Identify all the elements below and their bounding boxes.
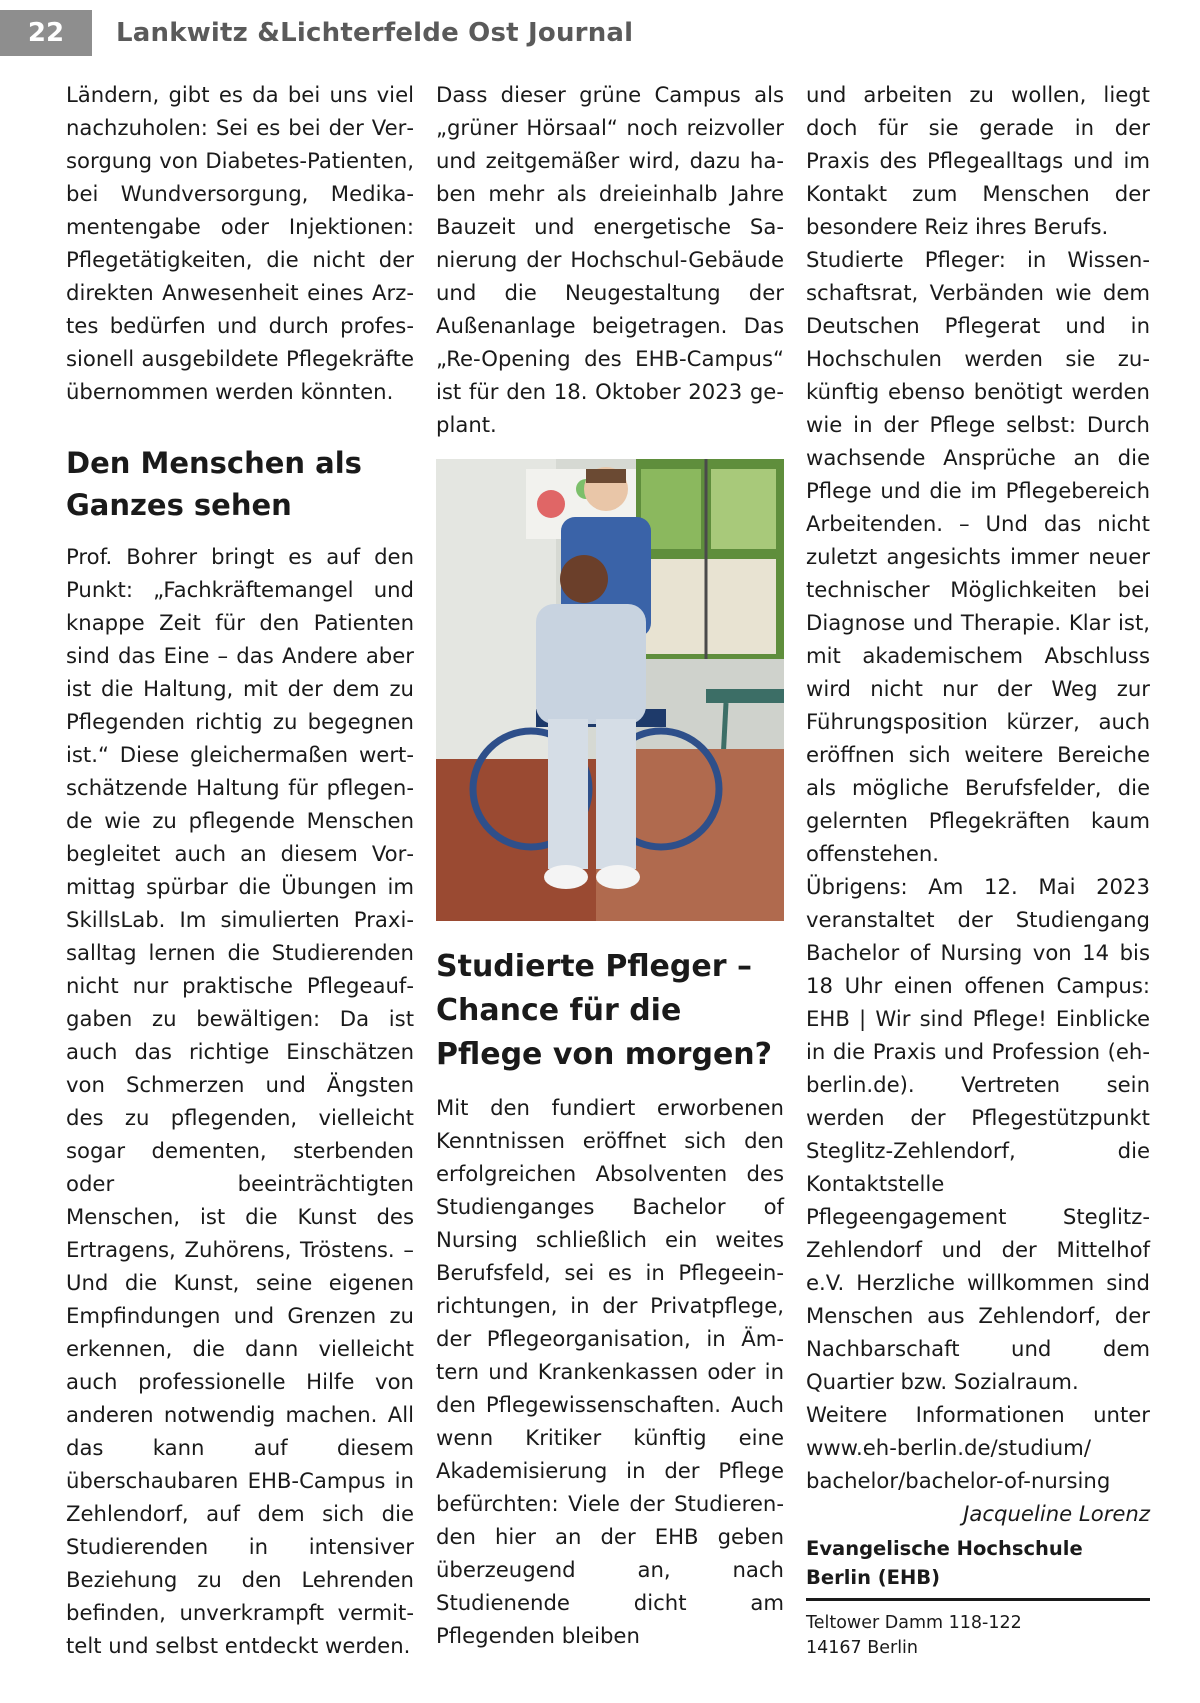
- article-column-1: [66, 78, 414, 1662]
- article-column-2: [436, 78, 784, 1652]
- photo-wheelchair-illustration: [436, 459, 784, 921]
- journal-title: Lankwitz &Lichterfelde Ost Journal: [116, 18, 634, 48]
- column2-intro-paragraph: Dass dieser grüne Campus als „grüner Hörsaal“ noch reizvoller und zeitgemäßer wird, dazu haben mehr als dreieinhalb Jahre Bauzeit und energetische Sanierung der Hochschul-Gebäude und die Neugestaltung der Außenanlage beigetragen. Das „Re-Opening des EHB-Campus“ ist für den 18. Oktober 2023 geplant.: [436, 82, 784, 437]
- page-number: 22: [0, 10, 92, 56]
- address-line-1: Teltower Damm 118-122: [806, 1613, 1022, 1633]
- column3-paragraph-4: Weitere Informationen unter www.eh-berlin.de/studium/ bachelor/bachelor-of-nursing: [806, 1402, 1150, 1493]
- column3-paragraph-1: und arbeiten zu wollen, liegt doch für sie gerade in der Praxis des Pflegealltags und im Kontakt zum Menschen der besondere Reiz ihres Berufs.: [806, 82, 1150, 239]
- article-column-3: [806, 78, 1150, 1661]
- column1-body-paragraph: Prof. Bohrer bringt es auf den Punkt: „Fachkräftemangel und knappe Zeit für den Patienten sind das Eine – das Andere aber ist die Haltung, mit der dem zu Pflegenden richtig zu begegnen ist.“ Diese gleichermaßen wertschätzende Haltung für pflegende wie zu pflegende Menschen begleitet auch an diesem Vormittag spürbar die Übungen im SkillsLab. Im simulierten Praxisalltag lernen die Studierenden nicht nur praktische Pflegeaufgaben zu bewältigen: Da ist auch das richtige Einschätzen von Schmerzen und Ängsten des zu pflegenden, vielleicht sogar dementen, sterbenden oder beeinträchtigten Menschen, ist die Kunst des Ertragens, Zuhörens, Tröstens. – Und die Kunst, seine eigenen Empfindungen und Grenzen zu erkennen, die dann vielleicht auch professionelle Hilfe von anderen notwendig machen. All das kann auf diesem überschaubaren EHB-Campus in Zehlendorf, auf dem sich die Studierenden in intensiver Beziehung zu den Lehrenden befinden, unverkrampft vermittelt und selbst entdeckt werden.: [66, 544, 414, 1658]
- divider: [806, 1598, 1150, 1601]
- column3-paragraph-3: Übrigens: Am 12. Mai 2023 veranstaltet der Studiengang Bachelor of Nursing von 14 bis 18 Uhr einen offenen Campus: EHB | Wir sind Pflege! Einblicke in die Praxis und Profession (ehberlin.de). Vertreten sein werden der Pflegestützpunkt Steglitz-Zehlendorf, die Kontaktstelle Pflegeengagement Steglitz-Zehlendorf und der Mittelhof e.V. Herzliche willkommen sind Menschen aus Zehlendorf, der Nachbarschaft und dem Quartier bzw. Sozialraum.: [806, 874, 1150, 1394]
- column3-paragraph-2: Studierte Pfleger: in Wissenschaftsrat, Verbänden wie dem Deutschen Pflegerat und in Hochschulen werden sie zukünftig ebenso benötigt werden wie in der Pflege selbst: Durch wachsende Ansprüche an die Pflege und die im Pflegebereich Arbeitenden. – Und das nicht zuletzt angesichts immer neuer technischer Möglichkeiten bei Diagnose und Therapie. Klar ist, mit akademischem Abschluss wird nicht nur der Weg zur Führungsposition kürzer, auch eröffnen sich weitere Bereiche als mögliche Berufsfelder, die gelernten Pflegekräften kaum offenstehen.: [806, 247, 1150, 866]
- section-heading-menschen: Den Menschen als Ganzes sehen: [66, 446, 362, 522]
- article-photo: [436, 459, 784, 921]
- page-header: [0, 0, 1200, 70]
- column1-intro-paragraph: Ländern, gibt es da bei uns viel nachzuholen: Sei es bei der Versorgung von Diabetes-Patienten, bei Wundversorgung, Medikamentengabe oder Injektionen: Pflegetätigkeiten, die nicht der direkten Anwesenheit eines Arztes bedürfen und durch professionell ausgebildete Pflegekräfte übernommen werden könnten.: [66, 82, 414, 404]
- author-signature: Jacqueline Lorenz: [963, 1501, 1150, 1526]
- section-heading-studierte-pfleger: Studierte Pfleger – Chance für die Pflege von morgen?: [436, 949, 773, 1072]
- organization-name: Evangelische Hochschule Berlin (EHB): [806, 1537, 1083, 1589]
- address-line-2: 14167 Berlin: [806, 1638, 919, 1658]
- column2-body-paragraph: Mit den fundiert erworbenen Kenntnissen eröffnet sich den erfolgreichen Absolventen des Studienganges Bachelor of Nursing schließlich ein weites Berufsfeld, sei es in Pflegeeinrichtungen, in der Privatpflege, der Pflegeorganisation, in Ämtern und Krankenkassen oder in den Pflegewissenschaften. Auch wenn Kritiker künftig eine Akademisierung in der Pflege befürchten: Viele der Studierenden hier an der EHB geben überzeugend an, nach Studienende dicht am Pflegenden bleiben: [436, 1095, 784, 1648]
